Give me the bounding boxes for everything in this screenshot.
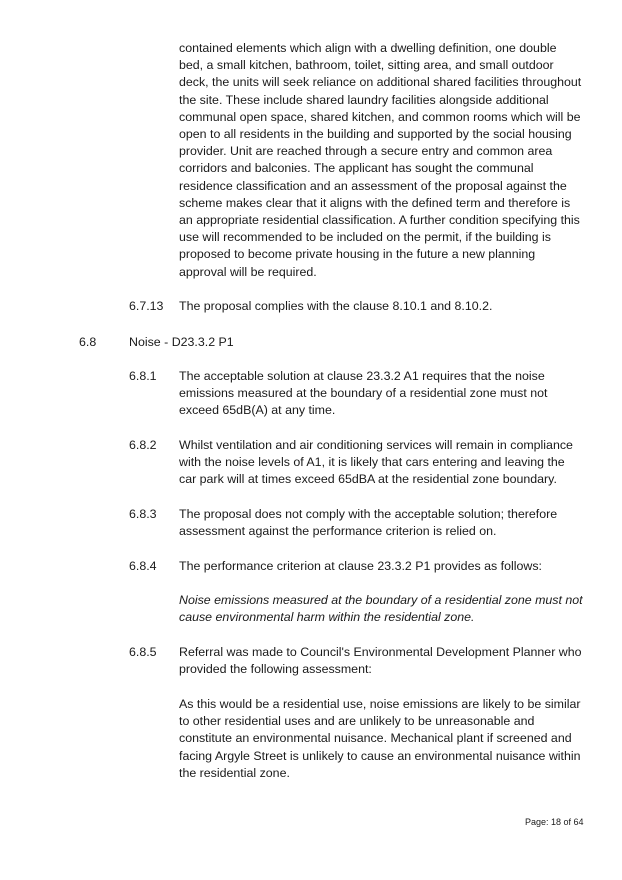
clause-number-6-8-1: 6.8.1 — [129, 369, 157, 383]
clause-number-6-7-13: 6.7.13 — [129, 299, 164, 313]
section-number-6-8: 6.8 — [79, 335, 97, 349]
page-number-footer: Page: 18 of 64 — [525, 817, 584, 827]
clause-text-6-8-2: Whilst ventilation and air conditioning services will remain in compliance with the noise levels of A1, it is likely that cars entering and leaving the car park will at times exceed 65dBA at the residential zone boundary. — [179, 438, 573, 487]
clause-text-6-7-13: The proposal complies with the clause 8.10.1 and 8.10.2. — [179, 299, 493, 313]
section-heading-noise: Noise - D23.3.2 P1 — [129, 335, 234, 349]
clause-text-6-8-1: The acceptable solution at clause 23.3.2 A1 requires that the noise emissions measured at the boundary of a residential zone must not exceed 65dB(A) at any time. — [179, 369, 548, 418]
clause-text-6-8-4: The performance criterion at clause 23.3.2 P1 provides as follows: — [179, 559, 542, 573]
performance-criterion-quote: Noise emissions measured at the boundary of a residential zone must not cause environmental harm within the residential zone. — [179, 593, 583, 625]
clause-number-6-8-5: 6.8.5 — [129, 645, 157, 659]
intro-paragraph: contained elements which align with a dwelling definition, one double bed, a small kitchen, bathroom, toilet, sitting area, and small outdoor deck, the units will seek reliance on additional shared facilities throughout the site. These include shared laundry facilities alongside additional communal open space, shared kitchen, and common rooms which will be open to all residents in the building and supported by the social housing provider. Unit are reached through a secure entry and common area corridors and balconies. The applicant has sought the communal residence classification and an assessment of the proposal against the scheme makes clear that it aligns with the defined term and therefore is an appropriate residential classification. A further condition specifying this use will recommended to be included on the permit, if the building is proposed to become private housing in the future a new planning approval will be required. — [179, 41, 582, 279]
clause-number-6-8-2: 6.8.2 — [129, 438, 157, 452]
clause-text-6-8-3: The proposal does not comply with the acceptable solution; therefore assessment against the performance criterion is relied on. — [179, 507, 558, 539]
clause-number-6-8-3: 6.8.3 — [129, 507, 157, 521]
clause-number-6-8-4: 6.8.4 — [129, 559, 157, 573]
planner-assessment-paragraph: As this would be a residential use, noise emissions are likely to be similar to other residential uses and are unlikely to be unreasonable and constitute an environmental nuisance. Mechanical plant if screened and facing Argyle Street is unlikely to cause an environmental nuisance within the residential zone. — [179, 697, 581, 780]
clause-text-6-8-5: Referral was made to Council's Environmental Development Planner who provided the following assessment: — [179, 645, 582, 677]
